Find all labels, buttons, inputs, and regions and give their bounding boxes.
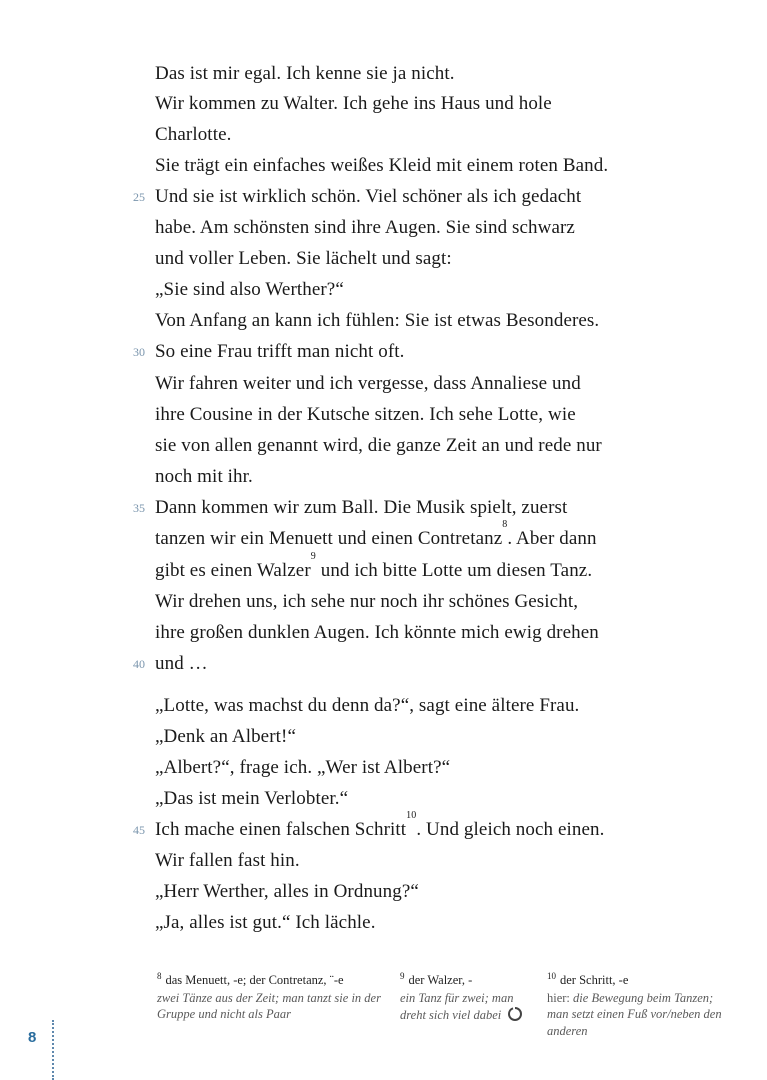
text-line: „Sie sind also Werther?“: [155, 279, 344, 300]
line-number: 40: [133, 657, 145, 671]
text-line: und voller Leben. Sie lächelt und sagt:: [155, 248, 452, 269]
footnote-number: 8: [157, 971, 162, 981]
footnote-prefix: hier:: [547, 990, 570, 1005]
footnote-ref-9[interactable]: 9: [310, 551, 316, 562]
footnote-term-text: der Walzer, -: [408, 973, 473, 987]
text-line: Wir fallen fast hin.: [155, 850, 300, 871]
footnote-term: [547, 972, 722, 990]
footnote-term-text: der Schritt, -e: [560, 973, 629, 987]
line-number: 25: [133, 190, 145, 204]
footnote-definition: [547, 990, 722, 1040]
text-line: sie von allen genannt wird, die ganze Zeit an und rede nur: [155, 435, 602, 456]
text-line: „Albert?“, frage ich. „Wer ist Albert?“: [155, 757, 451, 778]
footnote-term: [400, 972, 525, 990]
footnote-ref-8[interactable]: 8: [502, 519, 508, 530]
page-number: 8: [28, 1029, 37, 1046]
text-line: Dann kommen wir zum Ball. Die Musik spielt, zuerst: [155, 497, 568, 518]
text-line: noch mit ihr.: [155, 466, 253, 487]
audio-track-icon[interactable]: [507, 1006, 523, 1027]
footnote-10: [547, 972, 722, 1039]
footnote-definition-text: ein Tanz für zwei; man dreht sich viel dabei: [400, 990, 514, 1023]
text-line: „Das ist mein Verlobter.“: [155, 788, 349, 809]
footnote-number: 9: [400, 971, 405, 981]
text-line: [155, 551, 715, 583]
text-line: und …: [155, 653, 208, 674]
text-line: Und sie ist wirklich schön. Viel schöner als ich gedacht: [155, 186, 582, 207]
text-line: Das ist mir egal. Ich kenne sie ja nicht.: [155, 63, 455, 84]
footnote-8: [157, 972, 389, 1023]
footnote-number: 10: [547, 971, 556, 981]
text-line: So eine Frau trifft man nicht oft.: [155, 341, 405, 362]
text-segment: . Aber dann: [507, 528, 597, 549]
text-line: Wir fahren weiter und ich vergesse, dass Annaliese und: [155, 373, 581, 394]
audio-track-icon-graphic: [507, 1006, 523, 1022]
text-line: „Ja, alles ist gut.“ Ich lächle.: [155, 912, 376, 933]
footnote-term-text: das Menuett, -e; der Contretanz, ¨-e: [165, 973, 344, 987]
text-line: habe. Am schönsten sind ihre Augen. Sie sind schwarz: [155, 217, 575, 238]
text-line: Wir drehen uns, ich sehe nur noch ihr schönes Gesicht,: [155, 591, 579, 612]
page-margin-rule: [52, 1020, 54, 1080]
text-line: [155, 810, 715, 842]
line-number: 35: [133, 501, 145, 515]
footnote-definition: [400, 990, 525, 1027]
text-line: „Lotte, was machst du denn da?“, sagt eine ältere Frau.: [155, 695, 580, 716]
line-number: 30: [133, 345, 145, 359]
text-segment: . Und gleich noch einen.: [416, 819, 605, 840]
text-line: Von Anfang an kann ich fühlen: Sie ist etwas Besonderes.: [155, 310, 600, 331]
line-number: 45: [133, 823, 145, 837]
text-line: Charlotte.: [155, 124, 232, 145]
text-line: Sie trägt ein einfaches weißes Kleid mit einem roten Band.: [155, 155, 609, 176]
footnote-definition: zwei Tänze aus der Zeit; man tanzt sie in der Gruppe und nicht als Paar: [157, 990, 381, 1021]
text-segment: Ich mache einen falschen Schritt: [155, 819, 407, 840]
text-line: ihre großen dunklen Augen. Ich könnte mich ewig drehen: [155, 622, 599, 643]
text-segment: tanzen wir ein Menuett und einen Contretanz: [155, 528, 503, 549]
text-line: ihre Cousine in der Kutsche sitzen. Ich sehe Lotte, wie: [155, 404, 576, 425]
footnote-definition-text: die Bewegung beim Tanzen; man setzt einen Fuß vor/neben den anderen: [547, 990, 722, 1038]
text-line: „Denk an Albert!“: [155, 726, 296, 747]
text-line: „Herr Werther, alles in Ordnung?“: [155, 881, 419, 902]
footnote-9: [400, 972, 525, 1027]
text-line: [155, 519, 715, 551]
footnote-ref-10[interactable]: 10: [406, 810, 417, 821]
text-line: Wir kommen zu Walter. Ich gehe ins Haus und hole: [155, 93, 552, 114]
text-segment: und ich bitte Lotte um diesen Tanz.: [315, 560, 593, 581]
text-segment: gibt es einen Walzer: [155, 560, 311, 581]
footnote-term: [157, 972, 389, 990]
